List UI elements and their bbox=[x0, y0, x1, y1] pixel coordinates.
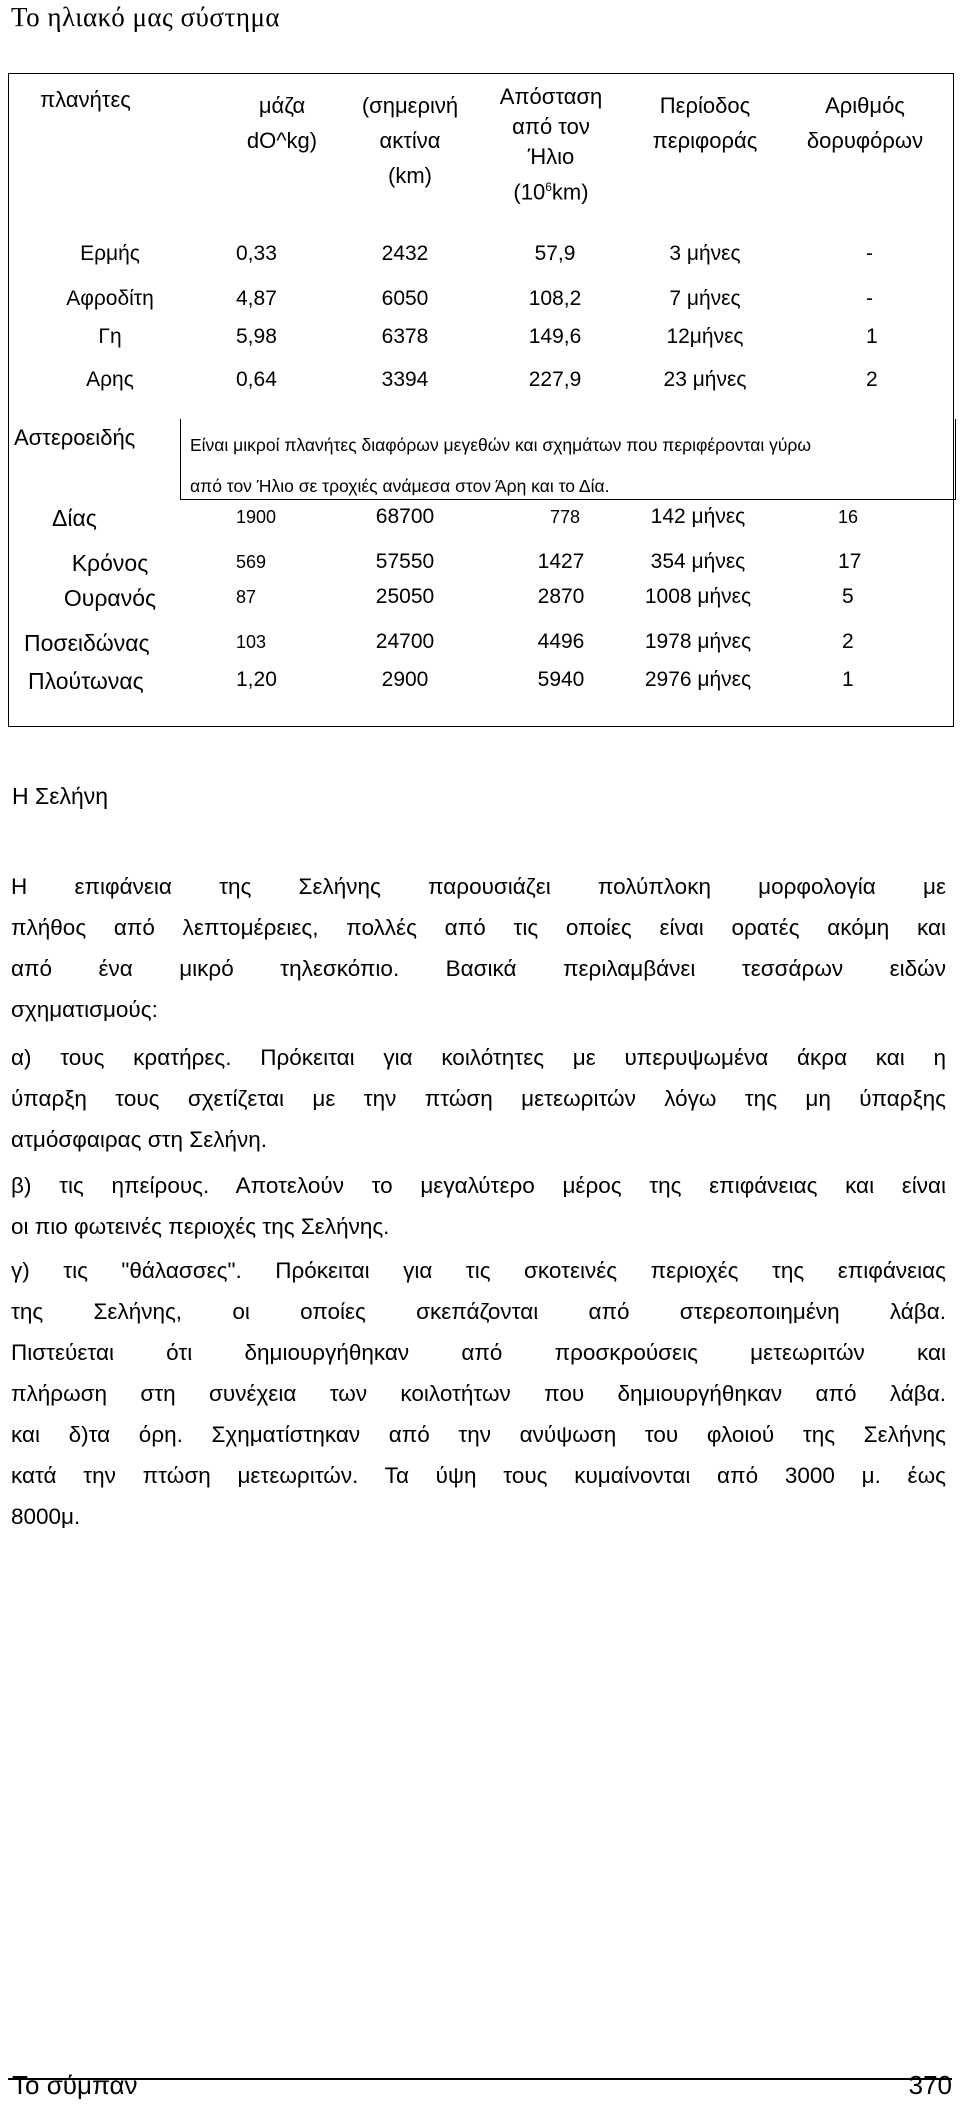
paragraph-line: κατά την πτώση μετεωριτών. Τα ύψη τους κυμαίνονται από 3000 μ. έως bbox=[11, 1463, 946, 1488]
paragraph-line: σχηματισμούς: bbox=[11, 997, 158, 1022]
planet-name: Αρης bbox=[86, 368, 134, 391]
planet-moons: - bbox=[866, 242, 873, 265]
planet-moons: 1 bbox=[866, 325, 878, 348]
planet-period: 1978 μήνες bbox=[644, 630, 752, 653]
planet-name: Αφροδίτη bbox=[66, 287, 154, 310]
paragraph-line: β) τις ηπείρους. Αποτελούν το μεγαλύτερο μέρος της επιφάνειας και είναι bbox=[11, 1173, 946, 1198]
paragraph-line: οι πιο φωτεινές περιοχές της Σελήνης. bbox=[11, 1214, 390, 1239]
planet-distance: 2870 bbox=[537, 585, 585, 608]
asteroids-description-line1: Είναι μικροί πλανήτες διαφόρων μεγεθών και σχημάτων που περιφέρονται γύρω bbox=[190, 435, 812, 455]
paragraph-seas-mountains bbox=[11, 1250, 946, 1537]
header-distance-unit-pre: (10 bbox=[513, 179, 546, 205]
header-mass-line1: μάζα bbox=[258, 93, 306, 118]
planet-period: 3 μήνες bbox=[669, 242, 741, 265]
paragraph-line: της Σελήνης, οι οποίες σκεπάζονται από στερεοποιημένη λάβα. bbox=[11, 1299, 946, 1324]
header-period-line1: Περίοδος bbox=[659, 93, 751, 118]
planet-mass: 0,64 bbox=[236, 368, 277, 391]
paragraph-line: και δ)τα όρη. Σχηματίστηκαν από την ανύψωση του φλοιού της Σελήνης bbox=[11, 1422, 946, 1447]
planet-period: 354 μήνες bbox=[650, 550, 746, 573]
planet-radius: 6050 bbox=[381, 287, 429, 310]
planet-name: Ουρανός bbox=[63, 585, 157, 611]
planet-radius: 68700 bbox=[375, 505, 435, 528]
planet-period: 7 μήνες bbox=[669, 287, 741, 310]
header-distance-exponent: 6 bbox=[545, 180, 552, 194]
planet-distance: 149,6 bbox=[528, 325, 582, 348]
planet-distance: 227,9 bbox=[528, 368, 582, 391]
footer-section-name: Το σύμπαν bbox=[12, 2070, 138, 2100]
header-distance-line4 bbox=[486, 172, 616, 207]
footer-rule bbox=[8, 2078, 952, 2080]
planet-moons: 2 bbox=[866, 368, 878, 391]
header-distance-line2: από τον bbox=[512, 114, 590, 139]
planet-name: Ερμής bbox=[80, 242, 140, 265]
planet-moons: 16 bbox=[838, 507, 859, 527]
planet-radius: 2900 bbox=[381, 668, 429, 691]
planet-distance: 108,2 bbox=[528, 287, 582, 310]
planet-name: Πλούτωνας bbox=[28, 668, 144, 694]
paragraph-continents bbox=[11, 1165, 946, 1247]
planet-distance: 5940 bbox=[537, 668, 585, 691]
header-distance bbox=[486, 82, 616, 207]
planet-name: Κρόνος bbox=[71, 550, 149, 576]
planet-period: 12μήνες bbox=[666, 325, 744, 348]
header-period bbox=[640, 88, 770, 158]
planet-radius: 24700 bbox=[375, 630, 435, 653]
page-title: Το ηλιακό μας σύστημα bbox=[11, 2, 281, 32]
planet-radius: 25050 bbox=[375, 585, 435, 608]
planet-period: 1008 μήνες bbox=[644, 585, 752, 608]
paragraph-line: α) τους κρατήρες. Πρόκειται για κοιλότητες με υπερυψωμένα άκρα και η bbox=[11, 1045, 946, 1070]
planet-moons: 1 bbox=[842, 668, 854, 691]
planets-table bbox=[8, 73, 954, 727]
planet-mass: 103 bbox=[236, 632, 267, 652]
planet-radius: 6378 bbox=[381, 325, 429, 348]
asteroids-description bbox=[190, 425, 950, 507]
planet-mass: 4,87 bbox=[236, 287, 277, 310]
planet-name: Δίας bbox=[52, 505, 97, 531]
paragraph-line: Η επιφάνεια της Σελήνης παρουσιάζει πολύπλοκη μορφολογία με bbox=[11, 874, 946, 899]
planet-radius: 2432 bbox=[381, 242, 429, 265]
header-radius-line3: (km) bbox=[388, 163, 432, 188]
header-radius bbox=[345, 88, 475, 193]
header-mass-line2: dO^kg) bbox=[246, 128, 318, 153]
header-mass bbox=[222, 88, 342, 158]
planet-mass: 1900 bbox=[236, 507, 277, 527]
header-radius-line2: ακτίνα bbox=[379, 128, 441, 153]
page-number: 370 bbox=[908, 2070, 952, 2100]
planet-mass: 1,20 bbox=[236, 668, 277, 691]
header-planets: πλανήτες bbox=[40, 87, 131, 112]
paragraph-line: ύπαρξη τους σχετίζεται με την πτώση μετεωριτών λόγω της μη ύπαρξης bbox=[11, 1086, 946, 1111]
planet-moons: 5 bbox=[842, 585, 854, 608]
header-moons-line2: δορυφόρων bbox=[806, 128, 924, 153]
paragraph-line: από ένα μικρό τηλεσκόπιο. Βασικά περιλαμβάνει τεσσάρων ειδών bbox=[11, 956, 946, 981]
planet-mass: 569 bbox=[236, 552, 267, 572]
paragraph-line: πλήρωση στη συνέχεια των κοιλοτήτων που δημιουργήθηκαν από λάβα. bbox=[11, 1381, 946, 1406]
planet-mass: 87 bbox=[236, 587, 257, 607]
planet-distance: 1427 bbox=[537, 550, 585, 573]
paragraph-line: πλήθος από λεπτομέρειες, πολλές από τις οποίες είναι ορατές ακόμη και bbox=[11, 915, 946, 940]
paragraph-line: ατμόσφαιρας στη Σελήνη. bbox=[11, 1127, 268, 1152]
header-moons-line1: Αριθμός bbox=[825, 93, 905, 118]
asteroids-description-line2: από τον Ήλιο σε τροχιές ανάμεσα στον Άρη και το Δία. bbox=[190, 476, 610, 496]
section-title: Η Σελήνη bbox=[12, 783, 109, 809]
planet-radius: 3394 bbox=[381, 368, 429, 391]
planet-name: Γη bbox=[98, 325, 122, 348]
paragraph-craters bbox=[11, 1037, 946, 1160]
paragraph-line: 8000μ. bbox=[11, 1504, 81, 1529]
planet-distance: 57,9 bbox=[534, 242, 576, 265]
paragraph-intro bbox=[11, 866, 946, 1030]
planet-period: 23 μήνες bbox=[663, 368, 747, 391]
header-period-line2: περιφοράς bbox=[652, 128, 758, 153]
paragraph-line: γ) τις "θάλασσες". Πρόκειται για τις σκοτεινές περιοχές της επιφάνειας bbox=[11, 1258, 946, 1283]
planet-mass: 5,98 bbox=[236, 325, 277, 348]
planet-distance: 778 bbox=[549, 507, 581, 527]
planet-moons: - bbox=[866, 287, 873, 310]
header-radius-line1: (σημερινή bbox=[361, 93, 459, 118]
header-moons bbox=[790, 88, 940, 158]
planet-radius: 57550 bbox=[375, 550, 435, 573]
planet-distance: 4496 bbox=[537, 630, 585, 653]
header-distance-line3: Ήλιο bbox=[527, 144, 575, 169]
header-distance-line1: Απόσταση bbox=[499, 84, 603, 109]
header-distance-unit-post: km) bbox=[551, 179, 589, 205]
planet-moons: 2 bbox=[842, 630, 854, 653]
planet-mass: 0,33 bbox=[236, 242, 277, 265]
paragraph-line: Πιστεύεται ότι δημιουργήθηκαν από προσκρούσεις μετεωριτών και bbox=[11, 1340, 946, 1365]
asteroids-name: Αστεροειδής bbox=[14, 425, 136, 450]
planet-period: 142 μήνες bbox=[650, 505, 746, 528]
planet-moons: 17 bbox=[838, 550, 862, 573]
planet-name: Ποσειδώνας bbox=[24, 630, 150, 656]
planet-period: 2976 μήνες bbox=[644, 668, 752, 691]
